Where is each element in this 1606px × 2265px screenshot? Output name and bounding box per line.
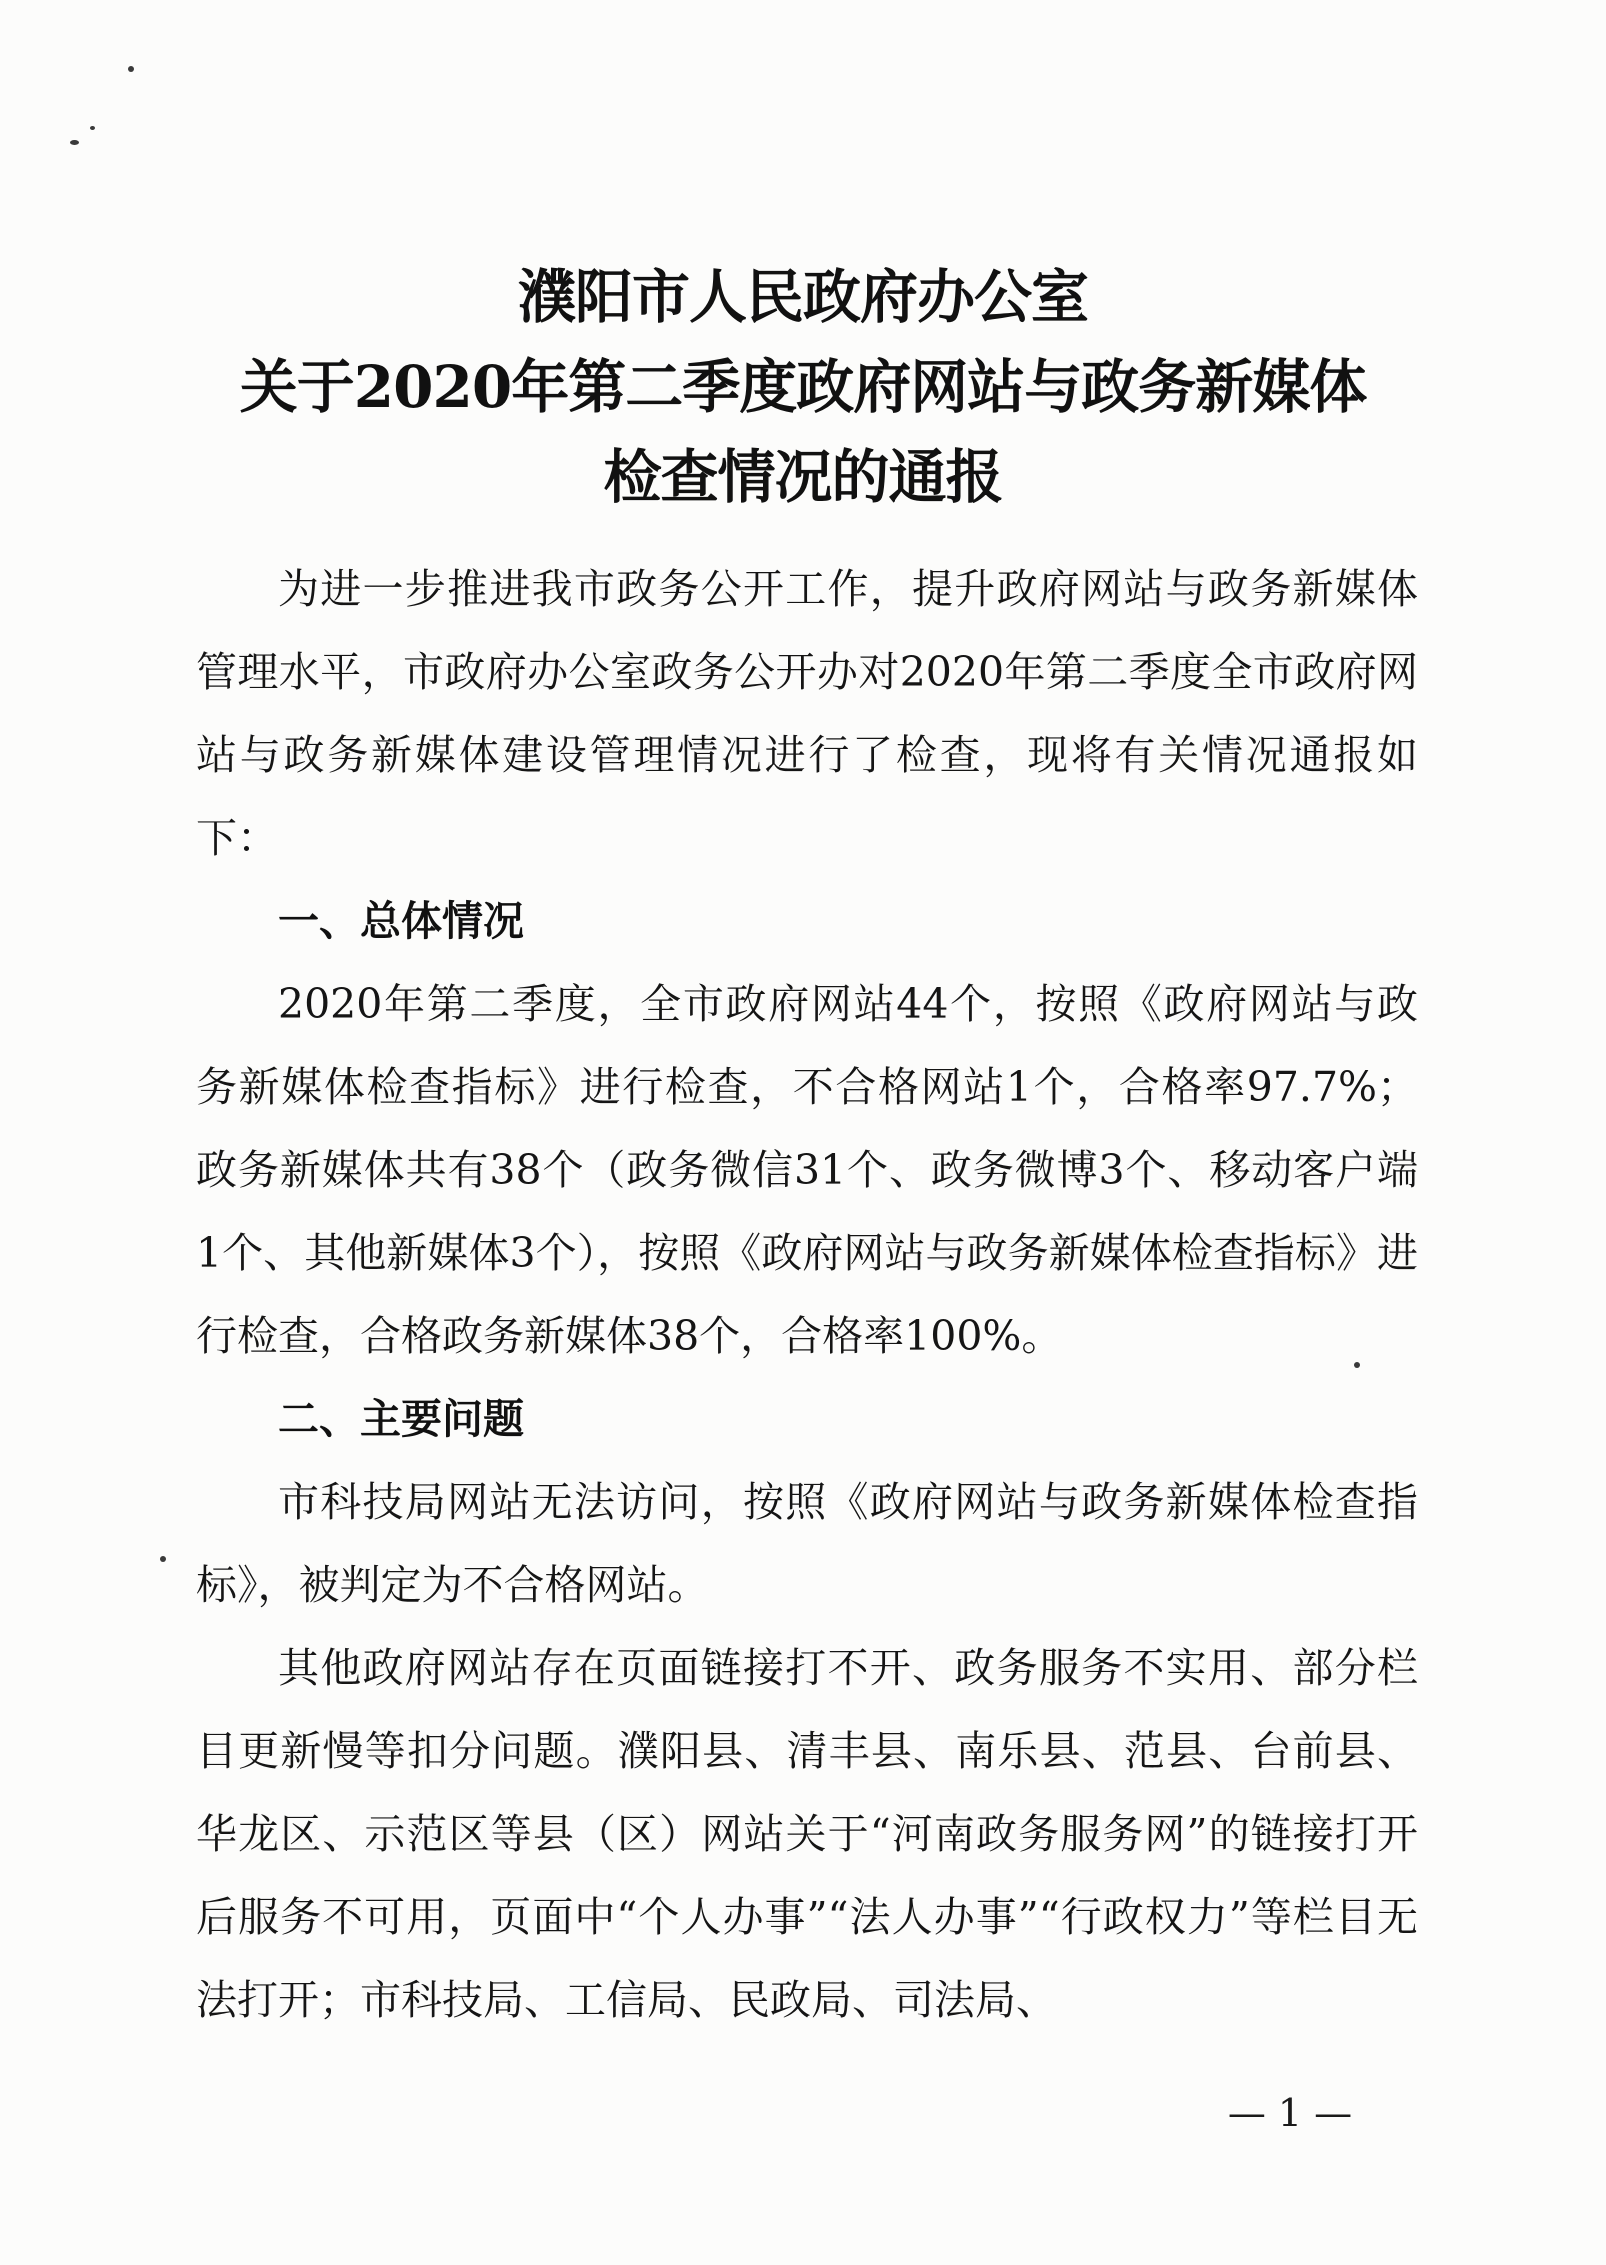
- title-line-3: 检查情况的通报: [603, 443, 1003, 511]
- section-heading-overview: 一、总体情况: [278, 897, 524, 945]
- problems-paragraph-1: 市科技局网站无法访问，按照《政府网站与政务新媒体检查指标》，被判定为不合格网站。: [196, 1478, 1418, 1609]
- scan-speck: [70, 140, 79, 145]
- page-number: — 1 —: [1227, 2091, 1353, 2135]
- title-line-2: 关于2020年第二季度政府网站与政务新媒体: [239, 353, 1367, 421]
- scan-speck: [90, 126, 95, 130]
- title-line-1: 濮阳市人民政府办公室: [517, 263, 1088, 331]
- scan-speck: [160, 1556, 166, 1562]
- document-body: [196, 548, 1418, 2042]
- intro-paragraph: 为进一步推进我市政务公开工作，提升政府网站与政务新媒体管理水平，市政府办公室政务公开办对2020年第二季度全市政府网站与政务新媒体建设管理情况进行了检查，现将有关情况通报如下：: [196, 565, 1418, 862]
- problems-paragraph-2: 其他政府网站存在页面链接打不开、政务服务不实用、部分栏目更新慢等扣分问题。濮阳县、清丰县、南乐县、范县、台前县、华龙区、示范区等县（区）网站关于“河南政务服务网”的链接打开后服务不可用，页面中“个人办事”“法人办事”“行政权力”等栏目无法打开；市科技局、工信局、民政局、司法局、: [196, 1644, 1418, 2024]
- overview-paragraph: 2020年第二季度，全市政府网站44个，按照《政府网站与政务新媒体检查指标》进行检查，不合格网站1个，合格率97.7%；政务新媒体共有38个（政务微信31个、政务微博3个、移动客户端1个、其他新媒体3个），按照《政府网站与政务新媒体检查指标》进行检查，合格政务新媒体38个，合格率100%。: [196, 980, 1418, 1360]
- section-heading-problems: 二、主要问题: [278, 1395, 524, 1443]
- scan-speck: [128, 66, 134, 72]
- document-title: [160, 252, 1446, 522]
